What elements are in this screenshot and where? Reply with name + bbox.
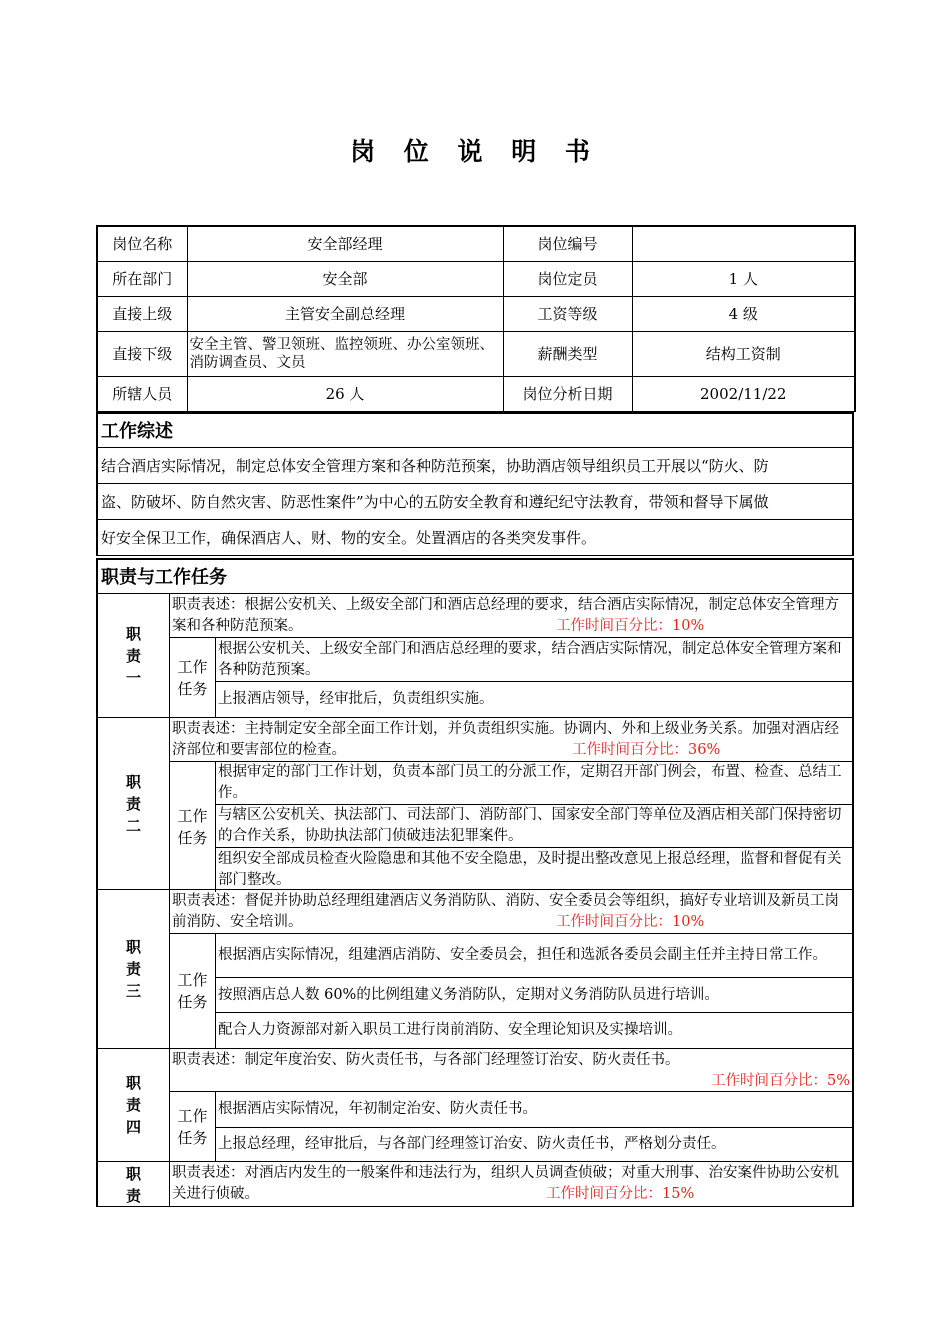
info-value: 4 级 bbox=[632, 296, 855, 331]
time-percentage: 工作时间百分比：15% bbox=[546, 1186, 695, 1202]
info-row bbox=[97, 261, 855, 296]
duty-label: 职责二 bbox=[98, 718, 170, 889]
info-row bbox=[97, 331, 855, 376]
info-value bbox=[632, 226, 855, 261]
info-label: 所在部门 bbox=[97, 261, 187, 296]
duty-description: 职责表述：督促并协助总经理组建酒店义务消防队、消防、安全委员会等组织，搞好专业培训及新员工岗前消防、安全培训。 工作时间百分比：10% bbox=[170, 890, 852, 934]
task-item: 配合人力资源部对新入职员工进行岗前消防、安全理论知识及实操培训。 bbox=[218, 1022, 682, 1038]
summary-heading: 工作综述 bbox=[98, 412, 852, 448]
info-label: 岗位定员 bbox=[503, 261, 632, 296]
basic-info-table bbox=[96, 225, 856, 412]
work-summary-section bbox=[96, 412, 854, 556]
info-label: 薪酬类型 bbox=[503, 331, 632, 376]
task-label: 工作任务 bbox=[170, 1092, 216, 1161]
info-value: 1 人 bbox=[632, 261, 855, 296]
time-percentage: 工作时间百分比：36% bbox=[572, 742, 721, 758]
task-item: 按照酒店总人数 60%的比例组建义务消防队，定期对义务消防队员进行培训。 bbox=[216, 978, 852, 1013]
duties-section bbox=[96, 558, 854, 1207]
info-label: 所辖人员 bbox=[97, 376, 187, 411]
info-value: 安全部 bbox=[187, 261, 503, 296]
task-label: 工作任务 bbox=[170, 762, 216, 892]
info-label: 直接下级 bbox=[97, 331, 187, 376]
info-value: 安全主管、警卫领班、监控领班、办公室领班、消防调查员、文员 bbox=[187, 331, 503, 376]
info-label: 直接上级 bbox=[97, 296, 187, 331]
duty-block bbox=[98, 1161, 852, 1207]
info-value: 主管安全副总经理 bbox=[187, 296, 503, 331]
task-item: 根据审定的部门工作计划，负责本部门员工的分派工作，定期召开部门例会，布置、检查、总结工作。 bbox=[216, 762, 852, 805]
task-item: 根据酒店实际情况，年初制定治安、防火责任书。 bbox=[216, 1092, 852, 1128]
task-item: 根据公安机关、上级安全部门和酒店总经理的要求，结合酒店实际情况，制定总体安全管理方案和各种防范预案。 bbox=[216, 638, 852, 682]
duty-block bbox=[98, 1048, 852, 1161]
summary-line: 好安全保卫工作，确保酒店人、财、物的安全。处置酒店的各类突发事件。 bbox=[98, 520, 852, 556]
info-label: 岗位编号 bbox=[503, 226, 632, 261]
info-label: 岗位名称 bbox=[97, 226, 187, 261]
task-item: 根据酒店实际情况，组建酒店消防、安全委员会，担任和选派各委员会副主任并主持日常工作。 bbox=[216, 934, 852, 978]
task-item: 上报总经理，经审批后，与各部门经理签订治安、防火责任书，严格划分责任。 bbox=[218, 1136, 726, 1152]
task-item: 与辖区公安机关、执法部门、司法部门、消防部门、国家安全部门等单位及酒店相关部门保持密切的合作关系，协助执法部门侦破违法犯罪案件。 bbox=[216, 805, 852, 848]
info-label: 工资等级 bbox=[503, 296, 632, 331]
duty-description: 职责表述：根据公安机关、上级安全部门和酒店总经理的要求，结合酒店实际情况，制定总体安全管理方案和各种防范预案。 工作时间百分比：10% bbox=[170, 594, 852, 638]
time-percentage: 工作时间百分比：10% bbox=[556, 618, 705, 634]
duty-label: 职责四 bbox=[98, 1049, 170, 1161]
duty-description: 职责表述：主持制定安全部全面工作计划，并负责组织实施。协调内、外和上级业务关系。加强对酒店经济部位和要害部位的检查。 工作时间百分比：36% bbox=[170, 718, 852, 762]
task-item: 上报酒店领导，经审批后，负责组织实施。 bbox=[218, 691, 494, 707]
duty-label: 职责三 bbox=[98, 890, 170, 1048]
summary-line: 结合酒店实际情况，制定总体安全管理方案和各种防范预案，协助酒店领导组织员工开展以“防火、防 bbox=[98, 448, 852, 484]
duties-heading: 职责与工作任务 bbox=[98, 558, 852, 593]
task-item: 组织安全部成员检查火险隐患和其他不安全隐患，及时提出整改意见上报总经理，监督和督促有关部门整改。 bbox=[218, 851, 842, 888]
task-label: 工作任务 bbox=[170, 934, 216, 1048]
duty-block bbox=[98, 717, 852, 889]
time-percentage: 工作时间百分比：10% bbox=[556, 914, 705, 930]
duty-label: 职责 bbox=[98, 1162, 170, 1206]
duty-description: 职责表述：对酒店内发生的一般案件和违法行为，组织人员调查侦破；对重大刑事、治安案件协助公安机关进行侦破。 工作时间百分比：15% bbox=[170, 1162, 852, 1206]
task-label: 工作任务 bbox=[170, 638, 216, 717]
summary-line: 盗、防破坏、防自然灾害、防恶性案件”为中心的五防安全教育和遵纪纪守法教育，带领和督导下属做 bbox=[98, 484, 852, 520]
time-percentage: 工作时间百分比：5% bbox=[710, 1073, 850, 1089]
duty-block bbox=[98, 593, 852, 717]
duty-label: 职责一 bbox=[98, 594, 170, 717]
info-value: 2002/11/22 bbox=[632, 376, 855, 411]
document-title: 岗 位 说 明 书 bbox=[350, 137, 600, 166]
info-row bbox=[97, 376, 855, 411]
info-value: 结构工资制 bbox=[632, 331, 855, 376]
duty-description: 职责表述：制定年度治安、防火责任书，与各部门经理签订治安、防火责任书。 工作时间百分比：5% bbox=[170, 1049, 852, 1092]
info-label: 岗位分析日期 bbox=[503, 376, 632, 411]
duty-block bbox=[98, 889, 852, 1048]
info-row bbox=[97, 296, 855, 331]
info-value: 安全部经理 bbox=[187, 226, 503, 261]
info-row bbox=[97, 226, 855, 261]
info-value: 26 人 bbox=[187, 376, 503, 411]
